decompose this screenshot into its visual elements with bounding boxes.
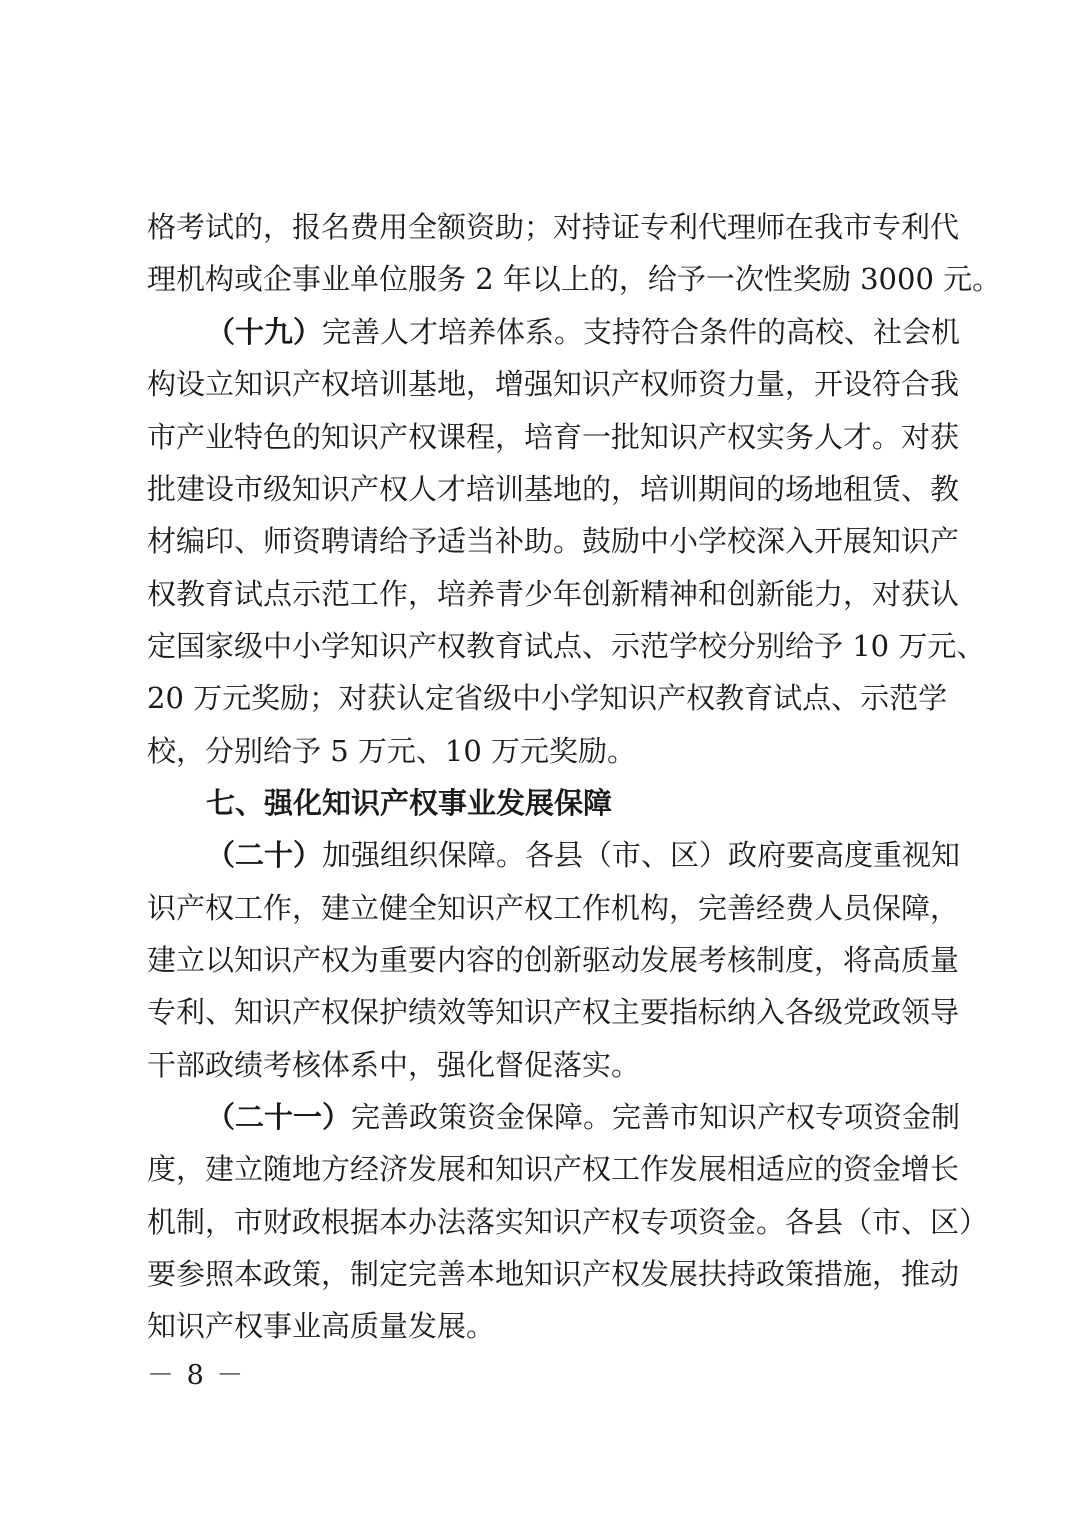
item-20-number: （二十） — [206, 838, 323, 872]
body-line: 校，分别给予 5 万元、10 万元奖励。 — [147, 734, 637, 768]
body-line: 市产业特色的知识产权课程，培育一批知识产权实务人才。对获 — [147, 420, 960, 454]
section-heading: 七、强化知识产权事业发展保障 — [206, 786, 613, 820]
paragraph-20-first-line — [206, 835, 961, 875]
body-line: 度，建立随地方经济发展和知识产权工作发展相适应的资金增长 — [147, 1152, 960, 1186]
body-line: 权教育试点示范工作，培养青少年创新精神和创新能力，对获认 — [147, 577, 960, 611]
body-line: 机制，市财政根据本办法落实知识产权专项资金。各县（市、区） — [147, 1205, 989, 1239]
item-19-text: 完善人才培养体系。支持符合条件的高校、社会机 — [322, 315, 961, 349]
body-line: 材编印、师资聘请给予适当补助。鼓励中小学校深入开展知识产 — [147, 524, 960, 558]
body-line: 批建设市级知识产权人才培训基地的，培训期间的场地租赁、教 — [147, 472, 960, 506]
body-line: 建立以知识产权为重要内容的创新驱动发展考核制度，将高质量 — [147, 943, 960, 977]
body-line: 理机构或企事业单位服务 2 年以上的，给予一次性奖励 3000 元。 — [147, 262, 1002, 296]
item-20-text: 加强组织保障。各县（市、区）政府要高度重视知 — [322, 838, 961, 872]
body-line: 20 万元奖励；对获认定省级中小学知识产权教育试点、示范学 — [147, 681, 948, 715]
body-line: 专利、知识产权保护绩效等知识产权主要指标纳入各级党政领导 — [147, 995, 960, 1029]
item-21-number: （二十一） — [206, 1100, 352, 1134]
body-line: 识产权工作，建立健全知识产权工作机构，完善经费人员保障， — [147, 891, 960, 925]
page-number: － 8 － — [147, 1360, 246, 1391]
item-21-text: 完善政策资金保障。完善市知识产权专项资金制 — [351, 1100, 961, 1134]
body-line: 要参照本政策，制定完善本地知识产权发展扶持政策措施，推动 — [147, 1257, 960, 1291]
body-line: 定国家级中小学知识产权教育试点、示范学校分别给予 10 万元、 — [147, 629, 986, 663]
body-line: 构设立知识产权培训基地，增强知识产权师资力量，开设符合我 — [147, 367, 960, 401]
body-line: 干部政绩考核体系中，强化督促落实。 — [147, 1048, 641, 1082]
paragraph-19-first-line — [206, 312, 961, 352]
paragraph-21-first-line — [206, 1097, 961, 1137]
body-line: 知识产权事业高质量发展。 — [147, 1309, 496, 1343]
item-19-number: （十九） — [206, 315, 323, 349]
body-line: 格考试的，报名费用全额资助；对持证专利代理师在我市专利代 — [147, 210, 960, 244]
